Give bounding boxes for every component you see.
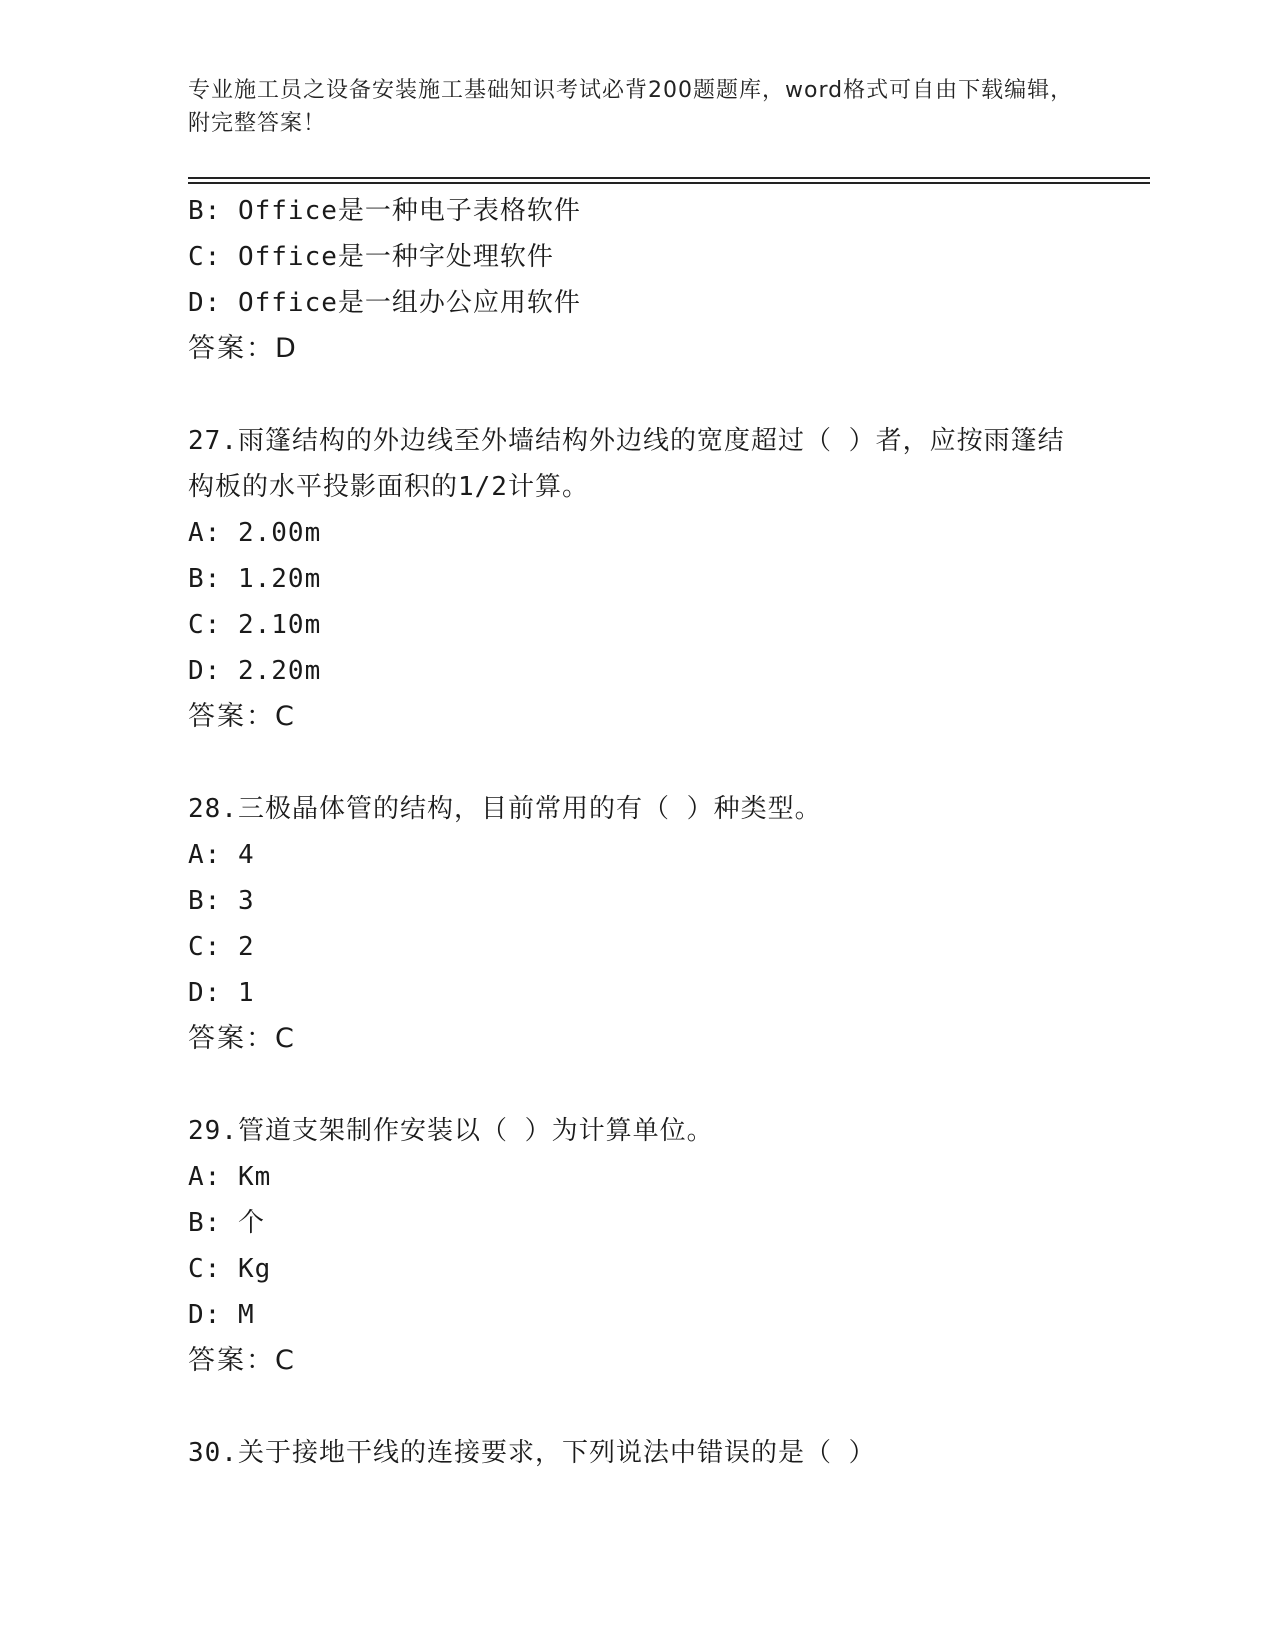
option-a: A: Km [188,1162,272,1192]
option-d: D: 1 [188,978,255,1008]
question-stem: 29.管道支架制作安装以（ ）为计算单位。 [188,1116,714,1146]
header-rule-bottom [188,182,1150,184]
option-b: B: 1.20m [188,564,322,594]
option-b: B: 个 [188,1208,265,1238]
question-28 [188,786,1088,1062]
option-d: D: M [188,1300,255,1330]
question-stem: 28.三极晶体管的结构，目前常用的有（ ）种类型。 [188,794,822,824]
page-header: 专业施工员之设备安装施工基础知识考试必背200题题库，word格式可自由下载编辑，附完整答案！ [188,78,1074,136]
answer-line: 答案：C [188,1023,296,1054]
question-26-continued [188,188,1088,372]
option-c: C: Office是一种字处理软件 [188,242,554,272]
option-c: C: Kg [188,1254,272,1284]
option-d: D: 2.20m [188,656,322,686]
option-b: B: Office是一种电子表格软件 [188,196,581,226]
option-c: C: 2 [188,932,255,962]
question-30 [188,1430,1088,1476]
question-list [188,188,1088,1476]
option-b: B: 3 [188,886,255,916]
answer-line: 答案：C [188,701,296,732]
option-d: D: Office是一组办公应用软件 [188,288,581,318]
question-27 [188,418,1088,740]
option-c: C: 2.10m [188,610,322,640]
option-a: A: 4 [188,840,255,870]
option-a: A: 2.00m [188,518,322,548]
answer-line: 答案：C [188,1345,296,1376]
question-stem: 30.关于接地干线的连接要求，下列说法中错误的是（ ） [188,1438,876,1468]
question-stem: 27.雨篷结构的外边线至外墙结构外边线的宽度超过（ ）者，应按雨篷结构板的水平投影面积的1/2计算。 [188,426,1065,502]
header-rule-top [188,177,1150,179]
question-29 [188,1108,1088,1384]
answer-line: 答案：D [188,333,298,364]
